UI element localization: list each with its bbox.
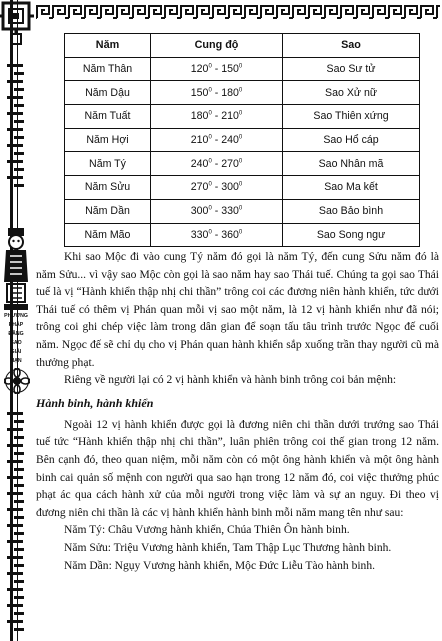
header-year: Năm	[65, 34, 151, 58]
cell-year: Năm Dậu	[65, 81, 151, 105]
cell-star: Sao Hổ cáp	[283, 128, 420, 152]
paragraph: Khi sao Mộc đi vào cung Tý năm đó gọi là năm Tý, đến cung Sửu năm đó là năm Sửu... vì vậy sao Mộc còn gọi là sao năm hay sao Thái tuế. Chúng ta gọi sao Thái tuế là vị “Hành khiển thập nhị chi thần” trông coi các đương niên hành khiển, tức dưới Thái tuế có thêm vị Phán quan mỗi vị sao một năm, là 12 vị hành khiển như đã nói; trông coi ghi chép việc làm trong dân gian để soạn tấu tâu trình trước Ngọc đế cuối năm. Ngọc đế sẽ chỉ dụ cho vị Phán quan hành khiển sắp xuống trần thay người cũ mà thưởng phạt.	[36, 251, 439, 369]
table-row	[65, 57, 420, 81]
cell-degree: $120^0 - 150^0$	[151, 57, 283, 81]
cell-star: Sao Song ngư	[283, 223, 420, 247]
list-item: Năm Tý: Châu Vương hành khiển, Chúa Thiên Ôn hành binh.	[64, 524, 350, 537]
cell-year: Năm Hợi	[65, 128, 151, 152]
cell-degree: $150^0 - 180^0$	[151, 81, 283, 105]
table-row	[65, 223, 420, 247]
cell-degree: $240^0 - 270^0$	[151, 152, 283, 176]
list-item: Năm Sửu: Triệu Vương hành khiển, Tam Thập Lục Thương hành binh.	[64, 541, 392, 554]
list-item: Năm Dần: Ngụy Vương hành khiển, Mộc Đức Liễu Tào hành binh.	[64, 559, 375, 572]
table-row	[65, 128, 420, 152]
left-dash-pattern-bottom	[2, 412, 28, 641]
cell-star: Sao Bảo bình	[283, 199, 420, 223]
header-degree: Cung độ	[151, 34, 283, 58]
cell-year: Năm Tuất	[65, 105, 151, 129]
deity-figure-icon	[2, 228, 30, 312]
table-header-row	[65, 34, 420, 58]
table-row	[65, 199, 420, 223]
cell-star: Sao Sư tử	[283, 57, 420, 81]
top-greek-key-border	[36, 4, 440, 20]
table-row	[65, 105, 420, 129]
corner-knot-ornament	[0, 0, 34, 46]
paragraph: Ngoài 12 vị hành khiển được gọi là đương niên chi thần dưới trướng sao Thái tuế tức “Hành khiển thập nhị chi thần”, luân phiên trông coi thế gian trong 12 năm. Bên cạnh đó, theo quan niệm, mỗi năm còn có một ông hành khiển và một ông hành binh cai quản số mệnh con người qua sao hạn trong 12 năm đó, coi việc thưởng phúc phạt ác qua cách hành xử của mỗi người trong việc làm và sự an nguy. Đi theo vị đương niên chi thần là các vị hành khiển hành binh mỗi năm mang tên như sau:	[36, 418, 439, 519]
body-text	[36, 249, 439, 575]
cell-year: Năm Tý	[65, 152, 151, 176]
table-row	[65, 176, 420, 200]
side-series-label: PHƯƠNG PHÁP ĐĂNG SAO GIẢI HẠN	[4, 313, 28, 364]
cell-degree: $210^0 - 240^0$	[151, 128, 283, 152]
section-heading: Hành binh, hành khiển	[36, 395, 154, 410]
cell-year: Năm Mão	[65, 223, 151, 247]
cell-year: Năm Sửu	[65, 176, 151, 200]
header-star: Sao	[283, 34, 420, 58]
table-row	[65, 152, 420, 176]
cell-degree: $330^0 - 360^0$	[151, 223, 283, 247]
left-decorative-border	[0, 0, 34, 641]
cell-year: Năm Thân	[65, 57, 151, 81]
lotus-flower-icon	[4, 368, 30, 394]
cell-star: Sao Xử nữ	[283, 81, 420, 105]
cell-degree: $270^0 - 300^0$	[151, 176, 283, 200]
cell-degree: $180^0 - 210^0$	[151, 105, 283, 129]
cell-degree: $300^0 - 330^0$	[151, 199, 283, 223]
left-dash-pattern-top	[2, 64, 28, 192]
paragraph: Riêng về người lại có 2 vị hành khiển và hành binh trông coi bản mệnh:	[64, 374, 397, 387]
cell-star: Sao Thiên xứng	[283, 105, 420, 129]
year-star-table	[64, 33, 420, 247]
cell-year: Năm Dần	[65, 199, 151, 223]
cell-star: Sao Ma kết	[283, 176, 420, 200]
cell-star: Sao Nhân mã	[283, 152, 420, 176]
table-row	[65, 81, 420, 105]
